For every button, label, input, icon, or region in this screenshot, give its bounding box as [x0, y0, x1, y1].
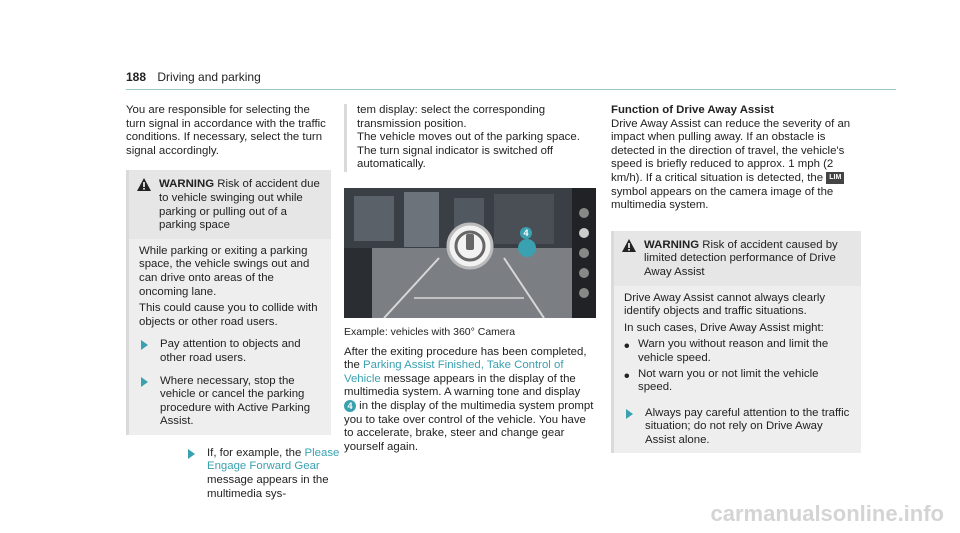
- intro-paragraph: You are responsible for selecting the turn signal in accordance with the traffic conditions. If necessary, select the turn signal accordingly.: [126, 104, 326, 157]
- warning-box: [611, 231, 861, 454]
- warning-header: [614, 231, 861, 286]
- lim-symbol-icon: LIM: [826, 172, 844, 184]
- section-title: Driving and parking: [157, 70, 261, 84]
- column-2: [344, 104, 594, 454]
- step-arrow-icon: [626, 409, 633, 419]
- warning-text: This could cause you to collide with objects or other road users.: [139, 302, 318, 328]
- display-message-link: Parking Assist Finished, Take Control of Vehicle: [344, 359, 564, 385]
- bullet-dot-icon: •: [624, 338, 630, 356]
- bullet-item: [624, 338, 853, 365]
- step-text: Pay attention to objects and other road users.: [160, 338, 301, 364]
- paragraph: [611, 118, 861, 213]
- warning-label: WARNING: [159, 178, 215, 191]
- step-text: Where necessary, stop the vehicle or cancel the parking procedure with Active Parking Assist.: [160, 374, 311, 428]
- warning-step: [624, 407, 853, 448]
- watermark: carmanualsonline.info: [710, 501, 944, 526]
- warning-text: In such cases, Drive Away Assist might:: [624, 321, 824, 334]
- step-text: Always pay careful attention to the traffic situation; do not rely on Drive Away Assist alone.: [645, 406, 850, 446]
- warning-triangle-icon: [622, 239, 636, 252]
- warning-body: [129, 239, 331, 435]
- step-arrow-icon: [141, 377, 148, 387]
- bullet-text: Warn you without reason and limit the vehicle speed.: [638, 338, 829, 364]
- warning-step: [139, 338, 323, 365]
- column-1: [126, 104, 340, 501]
- paragraph: [344, 346, 594, 455]
- step-text: message appears in the multimedia sys-: [207, 474, 329, 500]
- instruction-step: [186, 447, 346, 501]
- step-text: If, for example, the: [207, 446, 302, 459]
- section-heading: Function of Drive Away Assist: [611, 104, 774, 116]
- step-arrow-icon: [141, 340, 148, 350]
- warning-triangle-icon: [137, 178, 151, 191]
- display-message-link: Please Engage Forward Gear: [207, 446, 340, 473]
- bullet-dot-icon: •: [624, 367, 630, 385]
- warning-title: Risk of accident caused by limited detection performance of Drive Away Assist: [644, 238, 838, 278]
- step-continuation: [344, 104, 594, 172]
- warning-header: [129, 170, 331, 238]
- page-number: 188: [126, 70, 147, 84]
- column-3: [611, 104, 861, 453]
- warning-label: WARNING: [644, 238, 700, 251]
- warning-step: [139, 375, 323, 429]
- text-span: Drive Away Assist can reduce the severity of an impact when pulling away. If an obstacle is detected in the direction of travel, the vehicle's speed is briefly reduced to approx. 1 mph (2 km/h). If a critical situation is detected, the: [611, 117, 851, 184]
- text-span: symbol appears on the camera image of the multimedia system.: [611, 185, 834, 212]
- warning-body: [614, 286, 861, 454]
- page-header: [126, 70, 261, 84]
- warning-title: Risk of accident due to vehicle swinging out while parking or pulling out of a parking space: [159, 178, 320, 232]
- camera-image: [344, 188, 596, 318]
- warning-text: While parking or exiting a parking space, the vehicle swings out and can drive onto areas of the oncoming lane.: [139, 244, 310, 298]
- bullet-item: [624, 368, 853, 395]
- text-span: in the display of the multimedia system prompt you to take over control of the vehicle. You have to accelerate, brake, steer and change gear yourself again.: [344, 399, 594, 453]
- callout-4: 4: [344, 400, 356, 412]
- text-span: message appears in the display of the multimedia system. A warning tone and display: [344, 372, 581, 399]
- warning-box: [126, 170, 331, 435]
- bullet-text: Not warn you or not limit the vehicle speed.: [638, 367, 819, 394]
- step-text: tem display: select the corresponding transmission position.: [357, 104, 546, 130]
- header-rule: [126, 89, 896, 90]
- step-text: The vehicle moves out of the parking space. The turn signal indicator is switched off automatically.: [357, 131, 580, 171]
- step-arrow-icon: [188, 449, 195, 459]
- image-caption: Example: vehicles with 360° Camera: [344, 325, 516, 338]
- text-span: After the exiting procedure has been completed, the: [344, 345, 587, 372]
- image-callout-4: 4: [520, 227, 532, 239]
- warning-text: Drive Away Assist cannot always clearly identify objects and traffic situations.: [624, 291, 826, 318]
